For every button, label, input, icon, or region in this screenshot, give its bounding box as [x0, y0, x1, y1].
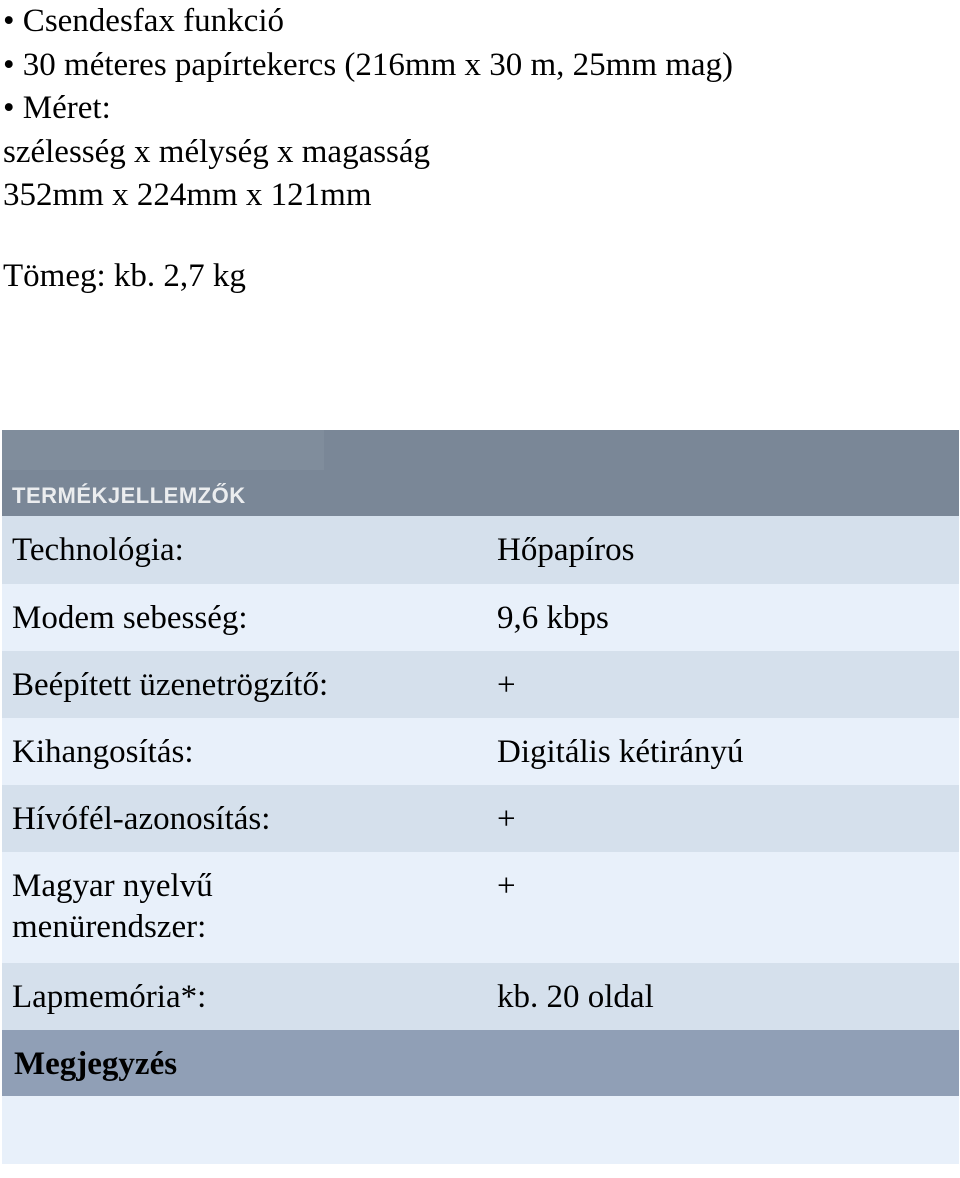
product-features-table: [2, 430, 959, 1164]
row-label-modem-speed: Modem sebesség:: [12, 600, 248, 636]
row-label-page-memory: Lapmemória*:: [12, 979, 207, 1015]
table-row: [2, 852, 959, 963]
row-label-speakerphone: Kihangosítás:: [12, 734, 194, 770]
header-tab-shade: [2, 430, 324, 470]
size-dimensions-label: szélesség x mélység x magasság: [3, 133, 431, 170]
weight-text: Tömeg: kb. 2,7 kg: [3, 258, 246, 294]
table-row: [2, 718, 959, 785]
row-value-hungarian-menu: +: [497, 868, 516, 904]
row-label-technology: Technológia:: [12, 532, 184, 568]
row-value-speakerphone: Digitális kétirányú: [497, 734, 744, 770]
table-row: [2, 785, 959, 852]
row-value-caller-id: +: [497, 801, 516, 837]
table-header-title: TERMÉKJELLEMZŐK: [12, 483, 246, 508]
size-dimensions-value: 352mm x 224mm x 121mm: [3, 177, 372, 213]
table-row: [2, 516, 959, 584]
row-value-technology: Hőpapíros: [497, 532, 635, 568]
row-label-answering-machine: Beépített üzenetrögzítő:: [12, 667, 329, 703]
table-header: [2, 430, 959, 516]
row-value-modem-speed: 9,6 kbps: [497, 600, 609, 636]
table-row: [2, 651, 959, 718]
row-value-answering-machine: +: [497, 667, 516, 703]
note-content-row: [2, 1096, 959, 1164]
bullet-paper-roll: • 30 méteres papírtekercs (216mm x 30 m, 25mm mag): [3, 46, 734, 83]
row-value-page-memory: kb. 20 oldal: [497, 979, 654, 1015]
intro-text: [3, 0, 733, 218]
row-label-hungarian-menu: Magyar nyelvű menürendszer:: [12, 868, 213, 945]
note-label: Megjegyzés: [14, 1046, 178, 1082]
row-label-caller-id: Hívófél-azonosítás:: [12, 801, 271, 837]
table-row: [2, 963, 959, 1030]
table-row: [2, 584, 959, 651]
bullet-size: • Méret:: [3, 90, 111, 126]
note-row: [2, 1030, 959, 1096]
bullet-silent-fax: • Csendesfax funkció: [3, 3, 284, 39]
